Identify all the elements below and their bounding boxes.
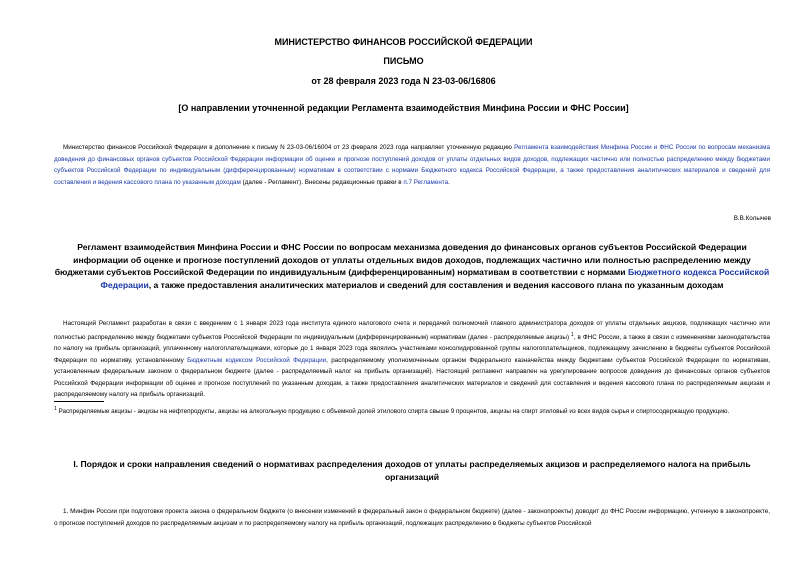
para1-text-before: Настоящий Регламент разработан в связи с введением с 1 января 2023 года института единого налогового счета и передачей полномочий главного администратора доходов от уплаты отдельных акцизов, подлежащих частично или полностью распределению между бюджетами субъектов Российской Федерации по индивидуальным (дифференцированным) нормативам (далее - распределяемые акцизы) (54, 320, 770, 341)
reglament-title-text-after: , а также предоставления аналитических материалов и сведений для составления и ведения кассового плана по указанным доходам (148, 279, 724, 290)
intro-text-before: Министерство финансов Российской Федерации в дополнение к письму N 23-03-06/16004 от 23 февраля 2023 года направляет уточненную редакцию (63, 144, 515, 151)
doc-type: ПИСЬМО (383, 56, 424, 66)
para1-text-middle: , в ФНС России, а также в связи с изменениями законодательства по налогу на прибыль организаций, уплаченному налогоплательщиками, которые до 1 января 2023 года являлись участниками консолидированной группы налогоплательщиков, подлежащему зачислению в бюджеты субъектов Российской Федерации по нормативу, установленному (54, 333, 770, 364)
footnote-ref[interactable]: 1 (571, 331, 574, 338)
budget-code-link[interactable]: Бюджетного кодекса Российской Федерации (100, 267, 770, 290)
ministry-title: МИНИСТЕРСТВО ФИНАНСОВ РОССИЙСКОЙ ФЕДЕРАЦИИ (274, 37, 533, 47)
intro-paragraph (54, 142, 770, 188)
doc-subject: [О направлении уточненной редакции Регламента взаимодействия Минфина России и ФНС России] (178, 103, 629, 113)
reglament-p7-link[interactable]: п.7 Регламента (403, 178, 449, 186)
footnote (54, 404, 770, 418)
footnote-text: Распределяемые акцизы - акцизы на нефтепродукты, акцизы на алкогольную продукцию с объемной долей этилового спирта свыше 9 процентов, акцизы на спирт этиловый из всех видов сырья и спиртосодержащую продукцию. (58, 408, 730, 416)
budget-code-link-2[interactable]: Бюджетным кодексом Российской Федерации (187, 356, 327, 364)
intro-text-middle: (далее - Регламент). Внесены редакционные правки в (240, 178, 404, 186)
footnote-mark: 1 (54, 406, 57, 412)
reglament-link[interactable]: Регламента взаимодействия Минфина России и ФНС России по вопросам механизма доведения до финансовых органов субъектов Российской Федерации информации об оценке и прогнозе поступлений доходов от уплаты отдельных видов доходов, подлежащих частично или полностью распределению между бюджетами субъектов Российской Федерации по индивидуальным (дифференцированным) нормативам в соответствии с нормами Бюджетного кодекса Российской Федерации, а также предоставления аналитических материалов и сведений для составления и ведения кассового плана по указанным доходам (54, 144, 770, 186)
reglament-title-text: Регламент взаимодействия Минфина России и ФНС России по вопросам механизма доведения до финансовых органов субъектов Российской Федерации информации об оценке и прогнозе поступлений доходов от уплаты отдельных видов доходов, подлежащих частично или полностью распределению между бюджетами субъектов Российской Федерации по индивидуальным (дифференцированным) нормативам в соответствии с нормами (54, 242, 751, 277)
footnote-divider (54, 401, 104, 402)
intro-text-after: . (448, 178, 450, 186)
doc-date: от 28 февраля 2023 года N 23-03-06/16806 (311, 76, 496, 86)
section-1-item-1: 1. Минфин России при подготовке проекта закона о федеральном бюджете (о внесении изменений в федеральный закон о федеральном бюджете) (далее - законопроекты) доводит до ФНС России информацию, учтенную в законопроекте, о прогнозе поступлений доходов по распределяемым акцизам и по распределяемому налогу на прибыль организаций, подлежащих распределению в бюджеты субъектов Российской (54, 508, 770, 527)
para1-text-after: , распределяемому уполномоченным органом Федерального казначейства между бюджетами субъектов Российской Федерации по нормативам, установленным федеральным законом о федеральном бюджете (далее - распределяемый налог на прибыль организаций). Настоящий регламент направлен на урегулирование вопросов доведения до финансовых органов субъектов Российской Федерации информации об оценке и прогнозе поступлений по указанным доходам, а также предоставления аналитических материалов и сведений для составления и ведения кассового плана по распределяемым акцизам и распределяемому налогу на прибыль организаций. (54, 356, 771, 399)
paragraph-1 (54, 318, 770, 401)
section-1-heading: I. Порядок и сроки направления сведений о нормативах распределения доходов от уплаты распределяемых акцизов и распределяемого налога на прибыль организаций (73, 459, 751, 482)
signature: В.В.Колычев (733, 215, 771, 222)
reglament-title (54, 241, 770, 291)
